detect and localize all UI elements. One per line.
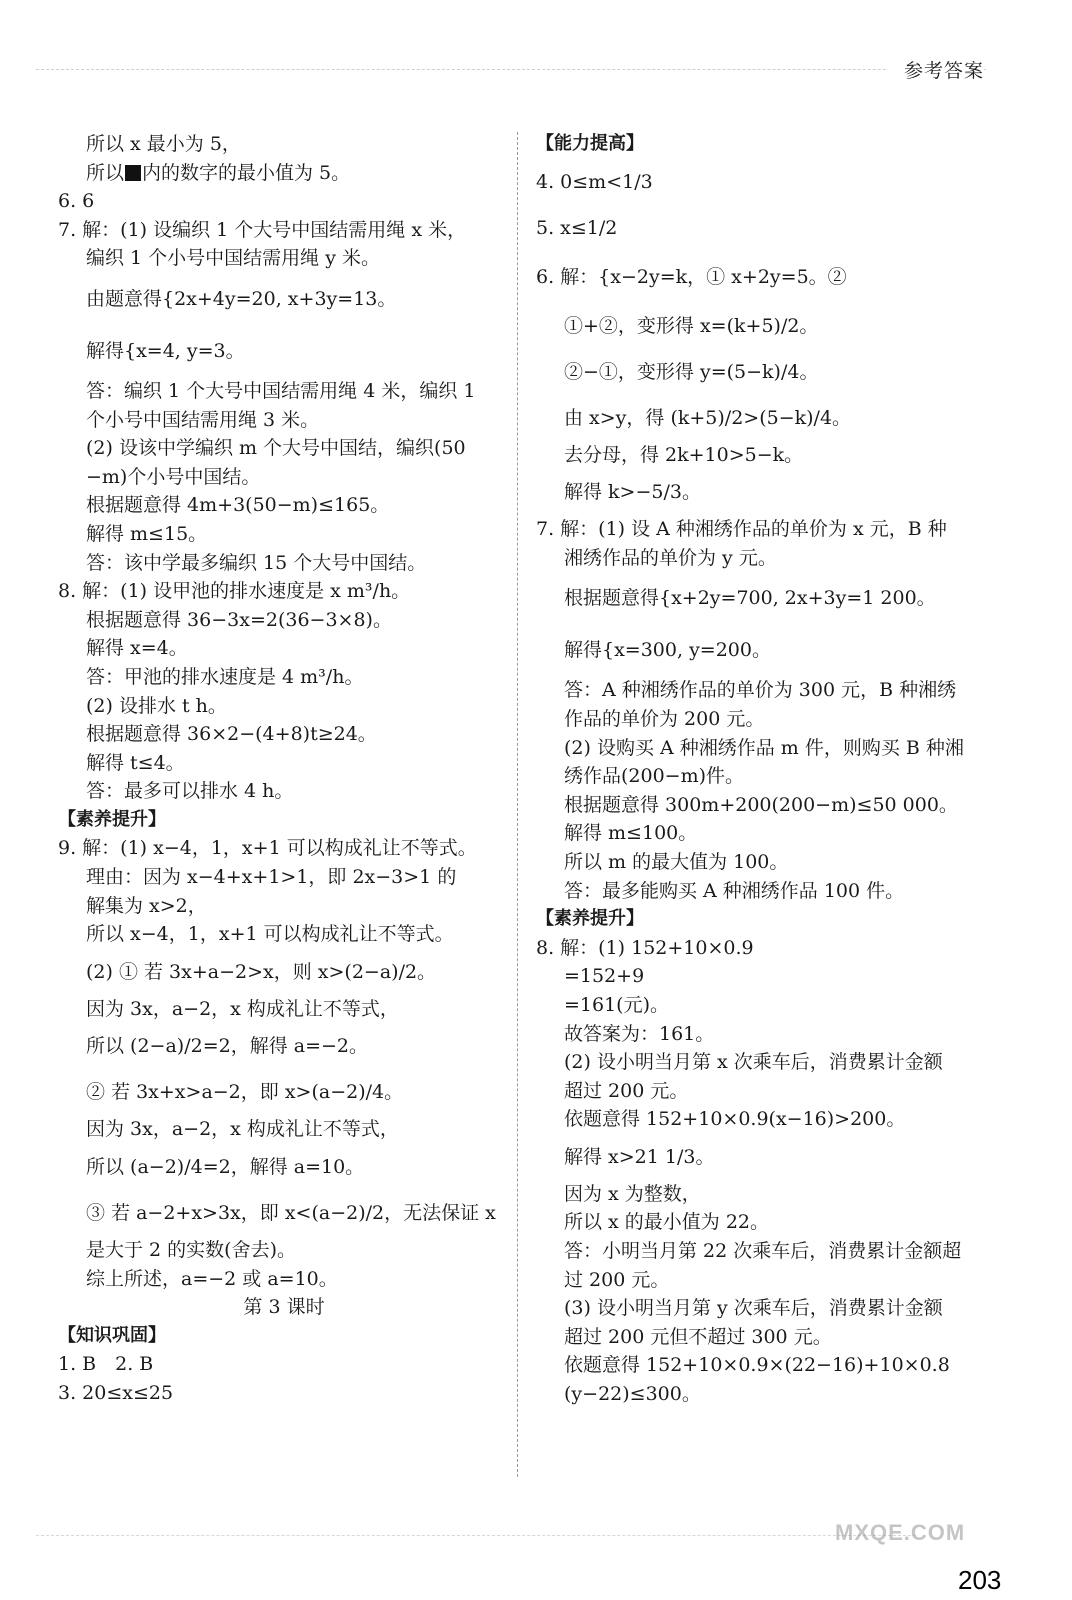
- answer-line: 去分母，得 2k+10>5−k。: [564, 443, 804, 466]
- answer-line: 所以 x 的最小值为 22。: [564, 1211, 770, 1234]
- answer-line: 所以 x−4，1，x+1 可以构成礼让不等式。: [86, 923, 454, 946]
- answer-line: 作品的单价为 200 元。: [564, 707, 765, 730]
- answer-line: 答：甲池的排水速度是 4 m³/h。: [86, 665, 364, 688]
- line-text: 内的数字的最小值为 5。: [142, 161, 351, 184]
- answer-line: 湘绣作品的单价为 y 元。: [564, 546, 777, 569]
- answer-line: (2) 设购买 A 种湘绣作品 m 件，则购买 B 种湘: [564, 736, 964, 759]
- answer-line: 4. 0≤m<1/3: [536, 170, 653, 193]
- answer-line: 解得{x=4, y=3。: [86, 339, 245, 362]
- header-rule: [36, 69, 986, 70]
- answer-line: (2) 设小明当月第 x 次乘车后，消费累计金额: [564, 1051, 943, 1074]
- answer-line: 5. x≤1/2: [536, 216, 618, 239]
- answer-line: 6. 6: [58, 190, 95, 213]
- left-column: [58, 130, 510, 1408]
- page-number: 203: [958, 1565, 1002, 1595]
- answer-line: 答：小明当月第 22 次乘车后，消费累计金额超: [564, 1240, 962, 1263]
- answer-line: 解得{x=300, y=200。: [564, 639, 771, 662]
- answer-line: 因为 3x，a−2，x 构成礼让不等式，: [86, 997, 399, 1020]
- answer-line: ①+②，变形得 x=(k+5)/2。: [564, 314, 819, 337]
- answer-line: (3) 设小明当月第 y 次乘车后，消费累计金额: [564, 1297, 943, 1320]
- answer-line: 答：该中学最多编织 15 个大号中国结。: [86, 551, 427, 574]
- answer-line: 答：最多可以排水 4 h。: [86, 780, 294, 803]
- answer-line: 根据题意得 36−3x=2(36−3×8)。: [86, 608, 392, 631]
- answer-line: 因为 3x，a−2，x 构成礼让不等式，: [86, 1118, 399, 1141]
- answer-line: 解得 x=4。: [86, 637, 188, 660]
- answer-line: 编织 1 个小号中国结需用绳 y 米。: [86, 247, 380, 270]
- answer-line: (2) 设该中学编织 m 个大号中国结，编织(50: [86, 437, 466, 460]
- answer-line: 8. 解：(1) 152+10×0.9: [536, 936, 754, 959]
- answer-line: 根据题意得 300m+200(200−m)≤50 000。: [564, 793, 958, 816]
- footer-rule: [36, 1535, 916, 1536]
- answer-line: 6. 解：{x−2y=k，① x+2y=5。②: [536, 265, 847, 288]
- answer-line: 超过 200 元。: [564, 1079, 689, 1102]
- watermark-logo: MXQE.COM: [835, 1520, 966, 1545]
- answer-line: 答：最多能购买 A 种湘绣作品 100 件。: [564, 879, 905, 902]
- answer-line: 所以 (2−a)/2=2，解得 a=−2。: [86, 1035, 368, 1058]
- answer-line: 理由：因为 x−4+x+1>1，即 2x−3>1 的: [86, 866, 457, 889]
- answer-line: =152+9: [564, 965, 645, 988]
- answer-line: 根据题意得{x+2y=700, 2x+3y=1 200。: [564, 587, 936, 610]
- answer-line: 所以 (a−2)/4=2，解得 a=10。: [86, 1156, 365, 1179]
- section-heading: 【素养提升】: [536, 908, 644, 930]
- answer-line: (y−22)≤300。: [564, 1383, 701, 1406]
- answer-line: −m)个小号中国结。: [86, 465, 261, 488]
- answer-line: 过 200 元。: [564, 1268, 670, 1291]
- answer-line: 综上所述，a=−2 或 a=10。: [86, 1267, 338, 1290]
- column-divider: [517, 132, 518, 1477]
- answer-line: 因为 x 为整数，: [564, 1182, 701, 1205]
- answer-line: (2) 设排水 t h。: [86, 694, 227, 717]
- answer-line: =161(元)。: [564, 993, 670, 1016]
- answer-line: 7. 解：(1) 设 A 种湘绣作品的单价为 x 元，B 种: [536, 518, 947, 541]
- answer-line: 所以 m 的最大值为 100。: [564, 850, 789, 873]
- answer-line: 绣作品(200−m)件。: [564, 765, 745, 788]
- answer-line: 答：A 种湘绣作品的单价为 300 元，B 种湘绣: [564, 679, 957, 702]
- answer-line: 解得 x>21 1/3。: [564, 1145, 715, 1168]
- answer-line: 解得 m≤15。: [86, 522, 208, 545]
- answer-line: 3. 20≤x≤25: [58, 1382, 174, 1404]
- answer-line: 根据题意得 4m+3(50−m)≤165。: [86, 494, 390, 517]
- answer-line: 第 3 课时: [243, 1296, 325, 1319]
- right-column: [536, 130, 986, 1409]
- section-heading: 【知识巩固】: [58, 1324, 166, 1346]
- page-header-title: 参考答案: [888, 56, 984, 83]
- answer-line: 8. 解：(1) 设甲池的排水速度是 x m³/h。: [58, 580, 411, 603]
- answer-line: 解得 k>−5/3。: [564, 481, 701, 504]
- answer-line: 由题意得{2x+4y=20, x+3y=13。: [86, 287, 397, 310]
- answer-line: 所以 x 最小为 5，: [86, 133, 241, 155]
- answer-line: 答：编织 1 个大号中国结需用绳 4 米，编织 1: [86, 379, 476, 402]
- answer-line: 解得 m≤100。: [564, 822, 698, 845]
- black-square-icon: [125, 165, 141, 181]
- answer-line: 7. 解：(1) 设编织 1 个大号中国结需用绳 x 米，: [58, 218, 467, 241]
- answer-line: 依题意得 152+10×0.9(x−16)>200。: [564, 1108, 906, 1131]
- answer-line: 是大于 2 的实数(舍去)。: [86, 1239, 296, 1262]
- section-heading: 【素养提升】: [58, 808, 166, 830]
- section-heading: 【能力提高】: [536, 133, 644, 154]
- answer-line: 解得 t≤4。: [86, 751, 185, 774]
- answer-line: 解集为 x>2，: [86, 894, 207, 917]
- answer-line: [58, 159, 510, 188]
- answer-line: 根据题意得 36×2−(4+8)t≥24。: [86, 723, 377, 746]
- answer-line: 超过 200 元但不超过 300 元。: [564, 1325, 832, 1348]
- answer-line: 由 x>y，得 (k+5)/2>(5−k)/4。: [564, 406, 852, 429]
- answer-line: 9. 解：(1) x−4，1，x+1 可以构成礼让不等式。: [58, 837, 477, 860]
- answer-line: ③ 若 a−2+x>3x，即 x<(a−2)/2，无法保证 x: [86, 1202, 496, 1225]
- answer-line: 故答案为：161。: [564, 1022, 715, 1045]
- answer-line: 依题意得 152+10×0.9×(22−16)+10×0.8: [564, 1354, 950, 1377]
- answer-line: ② 若 3x+x>a−2，即 x>(a−2)/4。: [86, 1081, 404, 1104]
- answer-line: 个小号中国结需用绳 3 米。: [86, 408, 320, 431]
- answer-line: (2) ① 若 3x+a−2>x，则 x>(2−a)/2。: [86, 960, 437, 983]
- line-text: 所以: [86, 161, 125, 184]
- answer-line: ②−①，变形得 y=(5−k)/4。: [564, 360, 819, 383]
- answer-line: 1. B 2. B: [58, 1353, 154, 1376]
